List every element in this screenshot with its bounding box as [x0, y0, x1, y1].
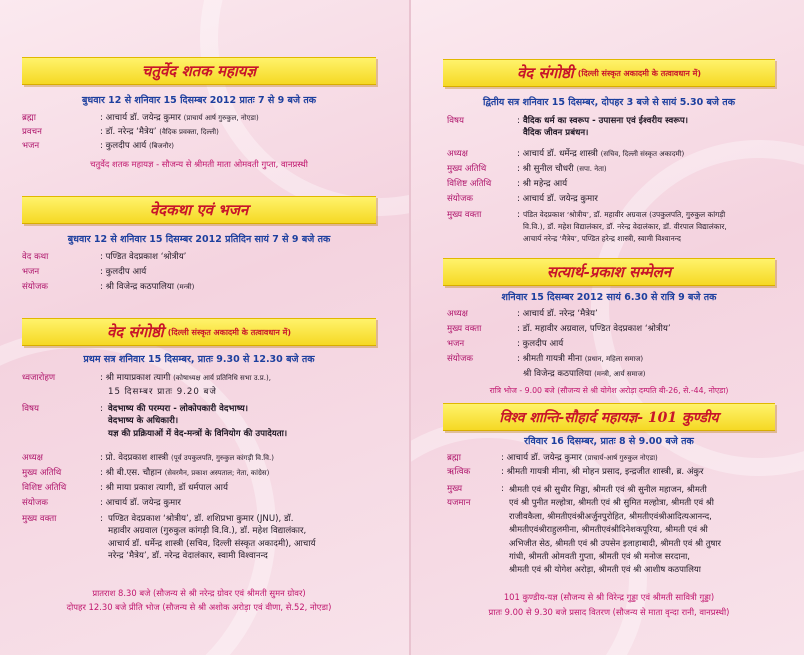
row-note: (प्रधान, महिला समाज) [584, 355, 644, 363]
section-schedule: प्रथम सत्र शनिवार 15 दिसम्बर, प्रातः 9.30 से 12.30 बजे तक [83, 354, 315, 365]
section-title: विश्व शान्ति-सौहार्द महायज्ञ- 101 कुण्डीय [499, 409, 719, 426]
row-value: श्रीमती गायत्री मीना, श्री मोहन प्रसाद, इन्द्रजीत शास्त्री, ब्र. अंकुर [506, 467, 704, 477]
topic-line: वैदिक धर्म का स्वरूप - उपासना एवं ईश्वरीय स्वरूप। [523, 116, 689, 126]
row-value: डॉ. नरेन्द्र ‘मैत्रेय’ [105, 127, 157, 137]
row-label: विषय [447, 116, 464, 126]
row-value: श्रीमती गायत्री मीना [522, 354, 583, 364]
row-label: विषय [22, 404, 39, 414]
row-label: संयोजक [447, 194, 473, 204]
row-value: श्री महेन्द्र आर्य [522, 179, 568, 189]
topic-list [108, 403, 287, 440]
section-title: सत्यार्थ-प्रकाश सम्मेलन [546, 263, 672, 281]
row-value: श्री मायाप्रकाश त्यागी [105, 373, 171, 383]
sponsor-note: चतुर्वेद शतक महायज्ञ - सौजन्य से श्रीमती माता ओमवती गुप्ता, वानप्रस्थी [90, 159, 308, 169]
decorative-swirl [200, 0, 409, 216]
speaker-line: आचार्य डॉ. धर्मेन्द्र शास्त्री (सचिव, दिल्ली संस्कृत अकादमी), आचार्य [108, 538, 316, 549]
sponsor-note: प्रातः 9.00 से 9.30 बजे प्रसाद वितरण (सौजन्य से माता वृन्दा रानी, वानप्रस्थी) [488, 607, 730, 617]
section-title: वेदकथा एवं भजन [149, 201, 249, 219]
section-title-band [443, 258, 775, 286]
row-label: यजमान [447, 498, 471, 508]
row-value: श्री विजेन्द्र कठपालिया [523, 369, 592, 379]
row-label: भजन [22, 267, 40, 277]
host-line: अभिजीत सेठ, श्रीमती एवं श्री उपसेन इलाहाबादी, श्रीमती एवं श्री तुषार [509, 537, 721, 548]
row-value: कुलदीप आर्य [105, 141, 147, 151]
topic-line: वेदभाष्य की परम्परा - लोकोपकारी वेदभाष्य। [108, 404, 248, 414]
section-schedule: द्वितीय सत्र शनिवार 15 दिसम्बर, दोपहर 3 बजे से सायं 5.30 बजे तक [483, 97, 735, 108]
row-value: डॉ. महावीर अग्रवाल, पण्डित वेदप्रकाश ‘श्रोत्रीय’ [522, 324, 671, 334]
row-value: श्री विजेन्द्र कठपालिया [105, 282, 174, 292]
topic-list [523, 115, 688, 140]
sponsor-note: दोपहर 12.30 बजे प्रीति भोज (सौजन्य से श्री अशोक अरोड़ा एवं वीणा, से.52, नोएडा) [66, 602, 332, 612]
row-value: आचार्य डॉ. जयेन्द्र कुमार [105, 113, 181, 123]
host-line: श्रीमती एवं श्री सुधीर मिड्ढा, श्रीमती एवं श्री सुनील महाजन, श्रीमती [509, 484, 707, 494]
row-value: आचार्य डॉ. नरेन्द्र ‘मैत्रेय’ [522, 309, 598, 319]
section-title-band [443, 59, 775, 87]
speaker-line: महावीर अग्रवाल (गुरुकुल कांगड़ी वि.वि.), डॉ. महेश विद्यालंकार, [108, 526, 307, 537]
section-title-band [443, 403, 775, 431]
row-label: अध्यक्ष [447, 149, 468, 159]
sponsor-note: प्रातराश 8.30 बजे (सौजन्य से श्री नरेन्द्र ग्रोवर एवं श्रीमती सुमन ग्रोवर) [92, 588, 306, 598]
speaker-line: नरेन्द्र ‘मैत्रेय’, डॉ. नरेन्द्र वेदालंकार, स्वामी विश्वानन्द [108, 550, 268, 561]
speaker-line: पण्डित वेदप्रकाश ‘श्रोत्रीय’, डॉ. शशिप्रभा कुमार (JNU), डॉ. [108, 514, 294, 524]
row-value: आचार्य डॉ. जयेन्द्र कुमार [105, 498, 181, 508]
speaker-line: वि.वि.), डॉ. महेश विद्यालंकार, डॉ. नरेन्द्र वेदालंकार, डॉ. वीरपाल विद्यालंकार, [523, 222, 727, 231]
row-value: पण्डित वेदप्रकाश ‘श्रोत्रीय’ [105, 252, 187, 262]
section-schedule: रविवार 16 दिसम्बर, प्रातः 8 से 9.00 बजे तक [524, 436, 694, 447]
row-label: वेद कथा [22, 252, 49, 262]
row-note: (मन्त्री) [176, 283, 195, 291]
row-label: ऋत्विक [447, 467, 471, 477]
row-value: श्री सुनील चौधरी [522, 164, 574, 174]
section-title: चतुर्वेद शतक महायज्ञ [141, 62, 257, 80]
row-label: ब्रह्मा [447, 453, 462, 463]
topic-line: यज्ञ की प्रक्रियाओं में वेद-मन्त्रों के विनियोग की उपादेयता। [108, 428, 288, 439]
row-label: संयोजक [22, 282, 48, 292]
row-note: (प्राचार्य-आर्ष गुरुकुल नोएडा) [584, 454, 658, 462]
section-title-band [22, 57, 376, 85]
row-note: (बिजनौर) [148, 142, 175, 150]
sponsor-note: 101 कुण्डीय-यज्ञ (सौजन्य से श्री विरेन्द्र गुड्डा एवं श्रीमती सावित्री गुड्डा) [503, 592, 715, 602]
row-label: अध्यक्ष [22, 453, 43, 463]
row-value: प्रो. वेदप्रकाश शास्त्री [105, 453, 169, 463]
row-value: कुलदीप आर्य [105, 267, 147, 277]
right-panel: वेद संगोष्ठी (दिल्ली संस्कृत अकादमी के तत्वावधान में) द्वितीय सत्र शनिवार 15 दिसम्बर, दोपहर 3 बजे से सायं 5.30 बजे तक विषय : वैदिक धर्म का स्वरूप - उपासना एवं ईश्वरीय स्वरूप। वैदिक जीवन प्रबंधन। अध्यक्ष : आचार्य डॉ. धर्मेन्द्र शास्त्री (सचिव, दिल्ली संस्कृत अकादमी) मुख्य अतिथि : श्री सुनील चौधरी (सपा. नेता) विशिष्ट अतिथि : श्री महेन्द्र आर्य संयोजक : आचार्य डॉ. जयेन्द्र कुमार मुख्य वक्ता : पंडित वेदप्रकाश ‘श्रोत्रीय’, डॉ. महावीर अग्रवाल (उपकुलपति, गुरुकुल कांगड़ी वि.वि.), डॉ. महेश विद्यालंकार, डॉ. नरेन्द्र वेदालंकार, डॉ. वीरपाल विद्यालंकार, आचार्य नरेन्द्र ‘मैत्रेय’, पण्डित हरेन्द्र शास्त्री, स्वामी विश्वानन्द सत्यार्थ-प्रकाश सम्मेलन शनिवार 15 दिसम्बर 2012 सायं 6.30 से रात्रि 9 बजे तक अध्यक्ष : आचार्य डॉ. नरेन्द्र ‘मैत्रेय’ मुख्य वक्ता : डॉ. महावीर अग्रवाल, पण्डित वेदप्रकाश ‘श्रोत्रीय’ भजन : कुलदीप आर्य संयोजक : श्रीमती गायत्री मीना (प्रधान, महिला समाज) श्री विजेन्द्र कठपालिया (मन्त्री, आर्य समाज) रात्रि भोज - 9.00 बजे (सौजन्य से श्री योगेश अरोड़ा दम्पति बी-26, से.-44, नोएडा) विश्व शान्ति-सौहार्द महायज्ञ- 101 कुण्डीय रविवार 16 दिसम्बर, प्रातः 8 से 9.00 बजे तक ब्रह्मा : आचार्य डॉ. जयेन्द्र कुमार (प्राचार्य-आर्ष गुरुकुल नोएडा) ऋत्विक : श्रीमती गायत्री मीना, श्री मोहन प्रसाद, इन्द्रजीत शास्त्री, ब्र. अंकुर मुख्य : यजमान श्रीमती एवं श्री सुधीर मिड्ढा, श्रीमती एवं श्री सुनील महाजन, श्रीमती एवं श्री पुनीत मल्होत्रा, श्रीमती एवं श्री सुमित मल्होत्रा, श्रीमती एवं श्री राजीवकैला, श्रीमतीएवंश्रीअर्जुनपुरोहित, श्रीमतीएवंश्रीआदित्यआनन्द, श्रीमतीएवंश्रीराहुलमीना, श्रीमतीएवंश्रीदिनेशकपूरिया, श्रीमती एवं श्री अभिजीत सेठ, श्रीमती एवं श्री उपसेन इलाहाबादी, श्रीमती एवं श्री तुषार गांधी, श्रीमती ओमवती गुप्ता, श्रीमती एवं श्री मनोज सरदाना, श्रीमती एवं श्री योगेश अरोड़ा, श्रीमती एवं श्री आशीष कठपालिया 101 कुण्डीय-यज्ञ (सौजन्य से श्री विरेन्द्र गुड्डा एवं श्रीमती सावित्री गुड्डा) प्रातः 9.00 से 9.30 बजे प्रसाद वितरण (सौजन्य से माता वृन्दा रानी, वानप्रस्थी) [411, 0, 804, 655]
row-label: मुख्य वक्ता [447, 210, 482, 220]
section-title-band [22, 318, 376, 346]
row-value: आचार्य डॉ. जयेन्द्र कुमार [522, 194, 598, 204]
topic-line: वेदभाष्य के अधिकारी। [108, 416, 179, 427]
section-title-note: (दिल्ली संस्कृत अकादमी के तत्वावधान में) [167, 327, 292, 337]
row-note: (सेवरमैन, प्रकाश अस्पताल; नेता, कांग्रेस) [164, 469, 270, 477]
row-label: संयोजक [447, 354, 473, 364]
speaker-line: आचार्य नरेन्द्र ‘मैत्रेय’, पण्डित हरेन्द्र शास्त्री, स्वामी विश्वानन्द [523, 234, 681, 243]
row-label: भजन [447, 339, 465, 349]
host-line: श्रीमती एवं श्री योगेश अरोड़ा, श्रीमती एवं श्री आशीष कठपालिया [509, 564, 701, 575]
row-label: मुख्य वक्ता [447, 324, 482, 334]
topic-line: वैदिक जीवन प्रबंधन। [523, 128, 589, 139]
section-title-note: (दिल्ली संस्कृत अकादमी के तत्वावधान में) [577, 68, 702, 78]
row-label: मुख्य अतिथि [22, 468, 62, 478]
row-note: (वैदिक प्रवक्ता, दिल्ली) [159, 128, 219, 136]
row-value: कुलदीप आर्य [522, 339, 564, 349]
row-label: मुख्य वक्ता [22, 514, 57, 524]
row-label: ब्रह्मा [22, 113, 37, 123]
section-schedule: बुधवार 12 से शनिवार 15 दिसम्बर 2012 प्रातः 7 से 9 बजे तक [81, 95, 317, 106]
section-schedule: शनिवार 15 दिसम्बर 2012 सायं 6.30 से रात्रि 9 बजे तक [501, 292, 717, 303]
row-label: प्रवचन [22, 127, 42, 137]
row-label: विशिष्ट अतिथि [22, 483, 67, 493]
section-schedule: बुधवार 12 से शनिवार 15 दिसम्बर 2012 प्रतिदिन सायं 7 से 9 बजे तक [67, 234, 331, 245]
host-line: गांधी, श्रीमती ओमवती गुप्ता, श्रीमती एवं श्री मनोज सरदाना, [509, 551, 690, 562]
row-value: आचार्य डॉ. जयेन्द्र कुमार [506, 453, 582, 463]
row-value: श्री बी.एस. चौहान [105, 468, 162, 478]
row-label: ध्वजारोहण [22, 373, 56, 383]
row-label: विशिष्ट अतिथि [447, 179, 492, 189]
row-note: (सचिव, दिल्ली संस्कृत अकादमी) [600, 150, 685, 158]
row-label: मुख्य [447, 484, 463, 494]
speaker-list [523, 209, 727, 245]
row-label: मुख्य अतिथि [447, 164, 487, 174]
speaker-list [108, 513, 315, 562]
sponsor-note: रात्रि भोज - 9.00 बजे (सौजन्य से श्री योगेश अरोड़ा दम्पति बी-26, से.-44, नोएडा) [489, 386, 729, 395]
left-panel: चतुर्वेद शतक महायज्ञ बुधवार 12 से शनिवार 15 दिसम्बर 2012 प्रातः 7 से 9 बजे तक ब्रह्मा : आचार्य डॉ. जयेन्द्र कुमार (प्राचार्य आर्ष गुरुकुल, नोएडा) प्रवचन : डॉ. नरेन्द्र ‘मैत्रेय’ (वैदिक प्रवक्ता, दिल्ली) भजन : कुलदीप आर्य (बिजनौर) चतुर्वेद शतक महायज्ञ - सौजन्य से श्रीमती माता ओमवती गुप्ता, वानप्रस्थी वेदकथा एवं भजन बुधवार 12 से शनिवार 15 दिसम्बर 2012 प्रतिदिन सायं 7 से 9 बजे तक वेद कथा : पण्डित वेदप्रकाश ‘श्रोत्रीय’ भजन : कुलदीप आर्य संयोजक : श्री विजेन्द्र कठपालिया (मन्त्री) वेद संगोष्ठी (दिल्ली संस्कृत अकादमी के तत्वावधान में) प्रथम सत्र शनिवार 15 दिसम्बर, प्रातः 9.30 से 12.30 बजे तक ध्वजारोहण : श्री मायाप्रकाश त्यागी (कोषाध्यक्ष आर्य प्रतिनिधि सभा उ.प्र.), 15 दिसम्बर प्रातः 9.20 बजे विषय : वेदभाष्य की परम्परा - लोकोपकारी वेदभाष्य। वेदभाष्य के अधिकारी। यज्ञ की प्रक्रियाओं में वेद-मन्त्रों के विनियोग की उपादेयता। अध्यक्ष : प्रो. वेदप्रकाश शास्त्री (पूर्व उपकुलपति, गुरुकुल कांगड़ी वि.वि.) मुख्य अतिथि : श्री बी.एस. चौहान (सेवरमैन, प्रकाश अस्पताल; नेता, कांग्रेस) विशिष्ट अतिथि : श्री माया प्रकाश त्यागी, डॉ धर्मपाल आर्य संयोजक : आचार्य डॉ. जयेन्द्र कुमार मुख्य वक्ता : पण्डित वेदप्रकाश ‘श्रोत्रीय’, डॉ. शशिप्रभा कुमार (JNU), डॉ. महावीर अग्रवाल (गुरुकुल कांगड़ी वि.वि.), डॉ. महेश विद्यालंकार, आचार्य डॉ. धर्मेन्द्र शास्त्री (सचिव, दिल्ली संस्कृत अकादमी), आचार्य नरेन्द्र ‘मैत्रेय’, डॉ. नरेन्द्र वेदालंकार, स्वामी विश्वानन्द प्रातराश 8.30 बजे (सौजन्य से श्री नरेन्द्र ग्रोवर एवं श्रीमती सुमन ग्रोवर) दोपहर 12.30 बजे प्रीति भोज (सौजन्य से श्री अशोक अरोड़ा एवं वीणा, से.52, नोएडा) [0, 0, 409, 655]
row-note: (प्राचार्य आर्ष गुरुकुल, नोएडा) [183, 114, 259, 122]
row-note: (कोषाध्यक्ष आर्य प्रतिनिधि सभा उ.प्र.), [173, 374, 271, 382]
host-list [509, 483, 721, 577]
row-note: (सपा. नेता) [576, 165, 607, 173]
row-label: भजन [22, 141, 40, 151]
section-title-band [22, 196, 376, 224]
section-title: वेद संगोष्ठी [516, 64, 574, 82]
host-line: राजीवकैला, श्रीमतीएवंश्रीअर्जुनपुरोहित, श्रीमतीएवंश्रीआदित्यआनन्द, [509, 510, 712, 521]
host-line: श्रीमतीएवंश्रीराहुलमीना, श्रीमतीएवंश्रीदिनेशकपूरिया, श्रीमती एवं श्री [509, 524, 708, 535]
row-value: आचार्य डॉ. धर्मेन्द्र शास्त्री [522, 149, 598, 159]
row-value: श्री माया प्रकाश त्यागी, डॉ धर्मपाल आर्य [105, 483, 228, 493]
row-label: अध्यक्ष [447, 309, 468, 319]
row-note: (पूर्व उपकुलपति, गुरुकुल कांगड़ी वि.वि.) [170, 454, 274, 462]
row-note: (मन्त्री, आर्य समाज) [594, 370, 646, 378]
speaker-line: पंडित वेदप्रकाश ‘श्रोत्रीय’, डॉ. महावीर अग्रवाल (उपकुलपति, गुरुकुल कांगड़ी [523, 210, 726, 219]
section-title: वेद संगोष्ठी [106, 323, 164, 341]
host-line: एवं श्री पुनीत मल्होत्रा, श्रीमती एवं श्री सुमित मल्होत्रा, श्रीमती एवं श्री [509, 497, 714, 508]
row-label: संयोजक [22, 498, 48, 508]
